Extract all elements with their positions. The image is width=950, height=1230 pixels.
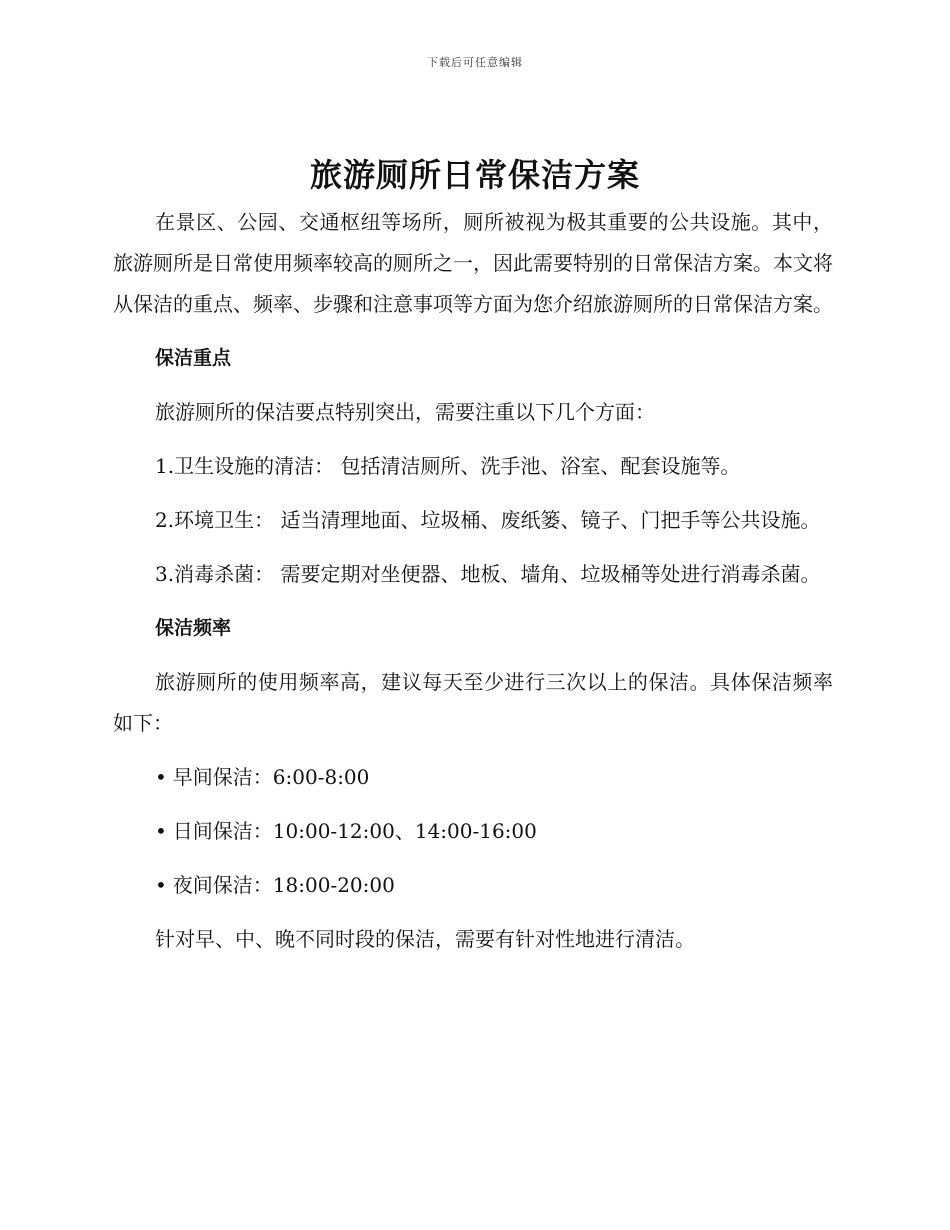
bullet-icon: •: [155, 765, 167, 789]
section-heading-cleaning-focus: 保洁重点: [155, 347, 232, 369]
bullet-icon: •: [155, 819, 167, 843]
intro-paragraph: 在景区、公园、交通枢纽等场所，厕所被视为极其重要的公共设施。其中，旅游厕所是日常使用频率较高的厕所之一，因此需要特别的日常保洁方案。本文将从保洁的重点、频率、步骤和注意事项等方面为您介绍旅游厕所的日常保洁方案。: [113, 210, 833, 316]
schedule-item-daytime: [113, 811, 833, 852]
schedule-item-text: 早间保洁：6:00-8:00: [172, 765, 370, 789]
bullet-icon: •: [155, 873, 167, 897]
section-lead-cleaning-frequency: 旅游厕所的使用频率高，建议每天至少进行三次以上的保洁。具体保洁频率如下：: [113, 670, 833, 735]
focus-item-facilities: 1.卫生设施的清洁： 包括清洁厕所、洗手池、浴室、配套设施等。: [155, 454, 741, 478]
schedule-item-text: 夜间保洁：18:00-20:00: [172, 873, 395, 897]
section-cleaning-frequency: [113, 608, 833, 960]
section-cleaning-focus: [113, 338, 833, 595]
focus-item-environment: 2.环境卫生： 适当清理地面、垃圾桶、废纸篓、镜子、门把手等公共设施。: [155, 508, 821, 532]
section-lead-cleaning-focus: 旅游厕所的保洁要点特别突出，需要注重以下几个方面：: [155, 400, 655, 424]
document-title: 旅游厕所日常保洁方案: [309, 156, 640, 194]
section-closing-cleaning-frequency: 针对早、中、晚不同时段的保洁，需要有针对性地进行清洁。: [155, 927, 695, 951]
schedule-item-text: 日间保洁：10:00-12:00、14:00-16:00: [172, 819, 537, 843]
schedule-item-morning: [113, 757, 833, 798]
focus-item-disinfection: 3.消毒杀菌： 需要定期对坐便器、地板、墙角、垃圾桶等处进行消毒杀菌。: [155, 562, 821, 586]
schedule-item-evening: [113, 865, 833, 906]
section-heading-cleaning-frequency: 保洁频率: [155, 617, 232, 639]
header-note: 下载后可任意编辑: [427, 56, 523, 69]
document-body: [113, 202, 833, 960]
